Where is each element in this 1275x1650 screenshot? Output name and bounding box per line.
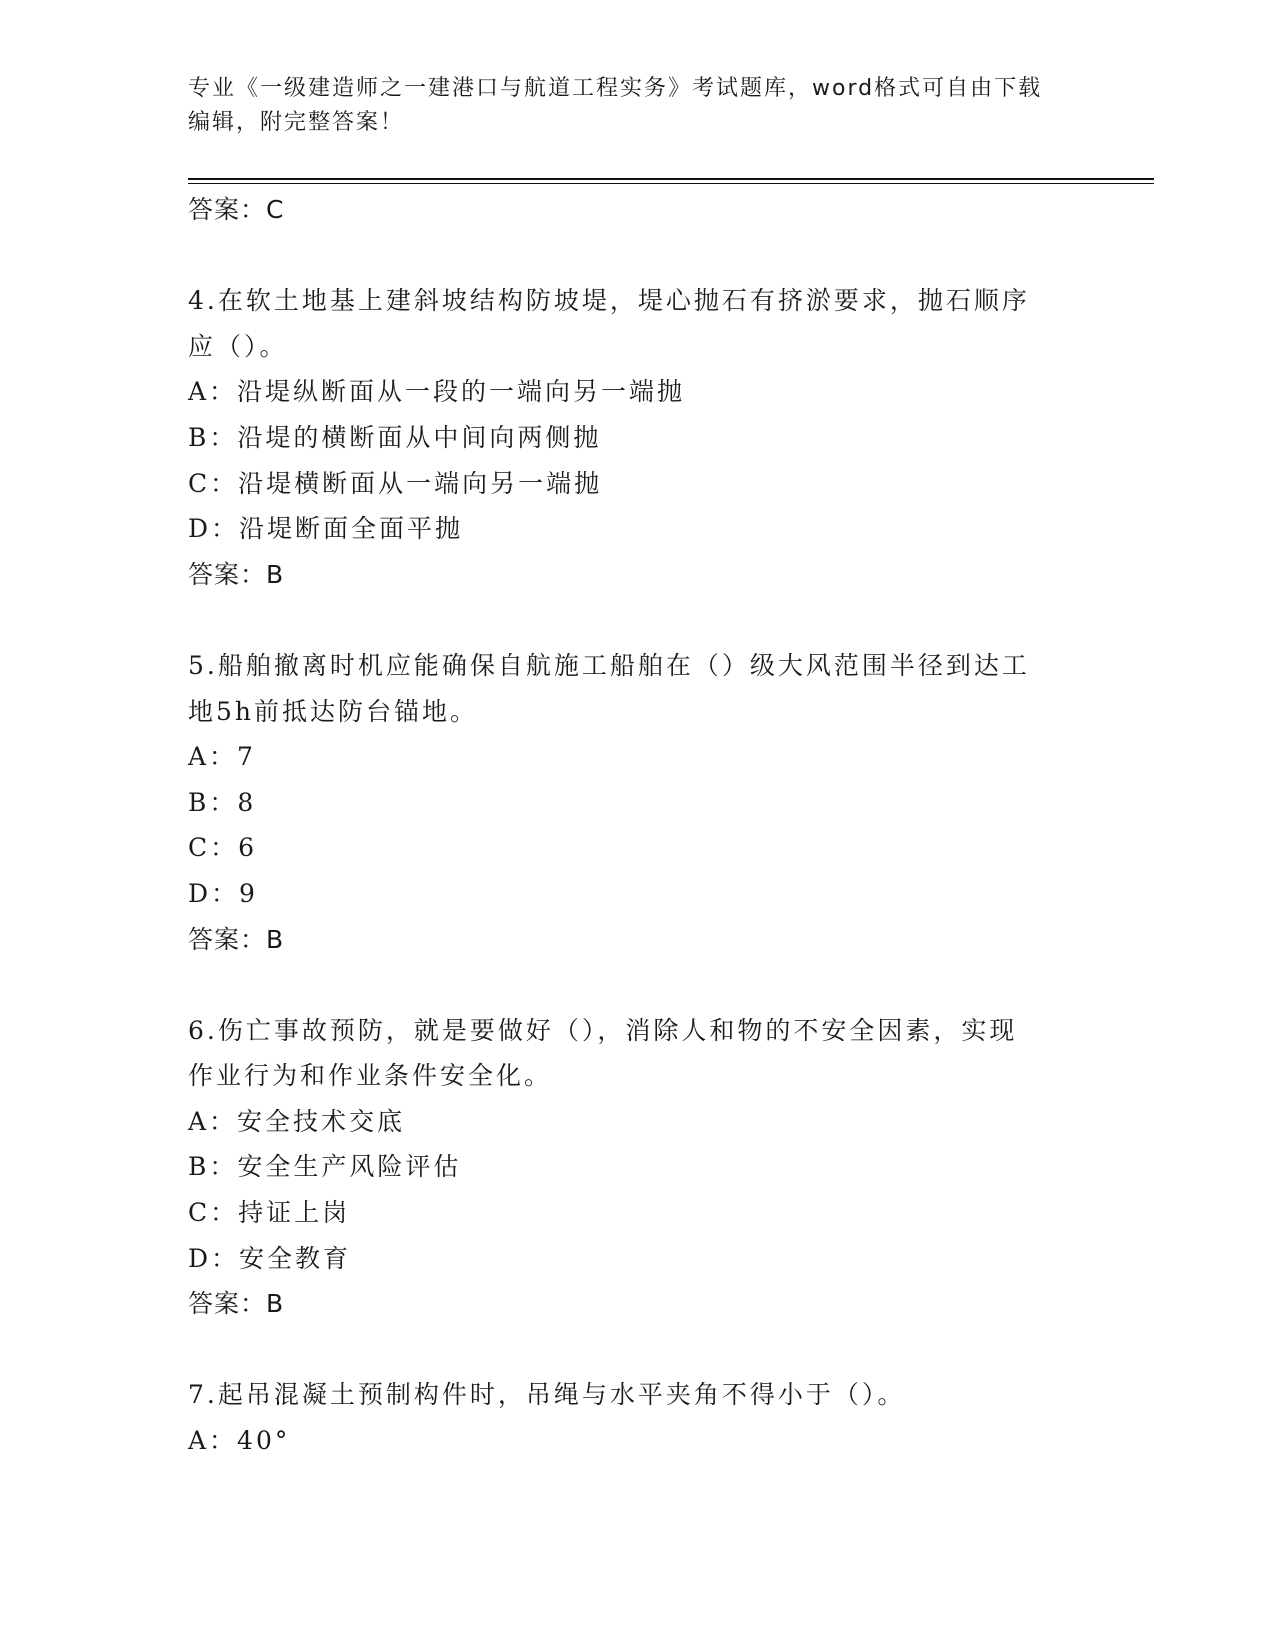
- header-rule-thin: [188, 183, 1154, 184]
- question-4-option-d: D：沿堤断面全面平抛: [188, 514, 464, 544]
- question-4-text-line-2: 应（）。: [188, 331, 288, 361]
- question-5-option-d: D：9: [188, 878, 258, 908]
- question-4-option-b: B：沿堤的横断面从中间向两侧抛: [188, 422, 602, 452]
- question-5-option-b: B：8: [188, 787, 257, 817]
- answer-3: 答案：C: [188, 195, 285, 224]
- question-4-text-line-1: 4.在软土地基上建斜坡结构防坡堤，堤心抛石有挤淤要求，抛石顺序: [188, 286, 1030, 316]
- question-4-option-c: C：沿堤横断面从一端向另一端抛: [188, 468, 603, 498]
- question-6-text-line-1: 6.伤亡事故预防，就是要做好（），消除人和物的不安全因素，实现: [188, 1015, 1018, 1045]
- question-5: [188, 643, 1068, 962]
- header-line-2: 编辑，附完整答案！: [188, 110, 405, 135]
- question-6: [188, 1008, 1068, 1327]
- question-5-option-a: A：7: [188, 742, 256, 772]
- question-7-text-line-1: 7.起吊混凝土预制构件时，吊绳与水平夹角不得小于（）。: [188, 1380, 906, 1410]
- question-list: [188, 187, 1068, 1464]
- spacer: [188, 233, 1068, 279]
- question-6-option-c: C：持证上岗: [188, 1198, 351, 1228]
- spacer: [188, 1327, 1068, 1373]
- question-5-answer: 答案：B: [188, 924, 285, 954]
- spacer: [188, 962, 1068, 1008]
- question-6-answer: 答案：B: [188, 1289, 285, 1319]
- question-6-option-a: A：安全技术交底: [188, 1106, 406, 1136]
- header-rule-thick: [188, 178, 1154, 180]
- question-4-option-a: A：沿堤纵断面从一段的一端向另一端抛: [188, 377, 686, 407]
- header-line-1: 专业《一级建造师之一建港口与航道工程实务》考试题库，word格式可自由下载: [188, 76, 1043, 101]
- question-4: [188, 278, 1068, 597]
- question-5-option-c: C：6: [188, 833, 258, 863]
- question-6-option-b: B：安全生产风险评估: [188, 1152, 462, 1182]
- question-6-text-line-2: 作业行为和作业条件安全化。: [188, 1061, 553, 1091]
- question-5-text-line-1: 5.船舶撤离时机应能确保自航施工船舶在（）级大风范围半径到达工: [188, 650, 1030, 680]
- question-4-answer: 答案：B: [188, 559, 285, 589]
- spacer: [188, 597, 1068, 643]
- question-5-text-line-2: 地5h前抵达防台锚地。: [188, 696, 479, 726]
- page-header: [188, 72, 1088, 140]
- question-7: [188, 1372, 1068, 1463]
- question-7-option-a: A：40°: [188, 1426, 291, 1456]
- question-6-option-d: D：安全教育: [188, 1243, 352, 1273]
